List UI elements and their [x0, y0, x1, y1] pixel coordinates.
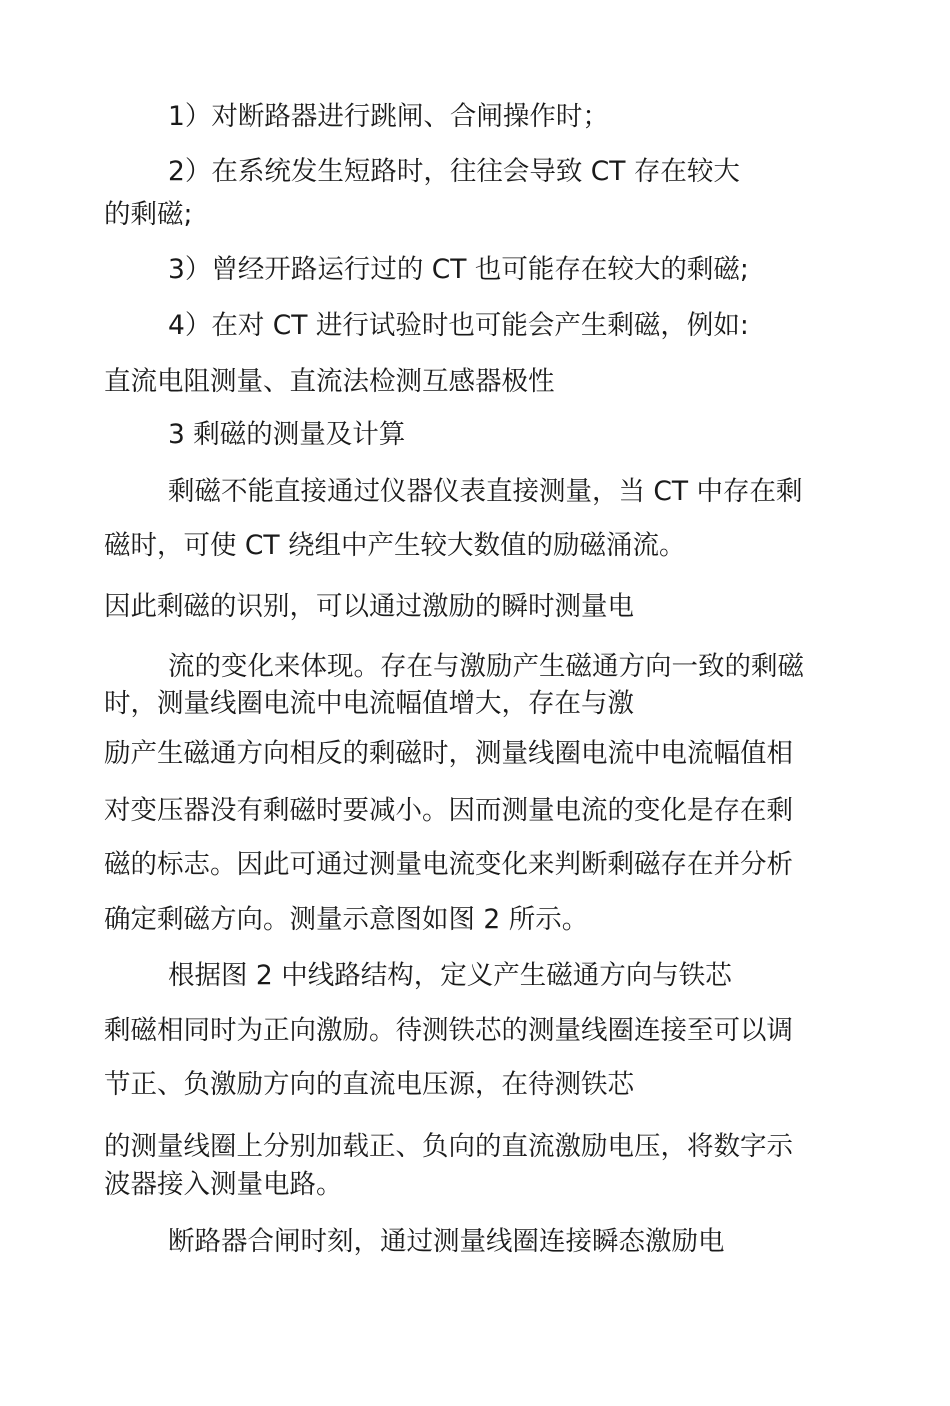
text-line-12: 时，测量线圈电流中电流幅值增大，存在与激 — [104, 688, 634, 719]
text-line-16: 确定剩磁方向。测量示意图如图 2 所示。 — [104, 904, 589, 935]
text-line-13: 励产生磁通方向相反的剩磁时，测量线圈电流中电流幅值相 — [104, 738, 793, 769]
text-line-1: 1）对断路器进行跳闸、合闸操作时； — [168, 101, 609, 132]
text-line-18: 剩磁相同时为正向激励。待测铁芯的测量线圈连接至可以调 — [104, 1015, 793, 1046]
text-line-6: 直流电阻测量、直流法检测互感器极性 — [104, 366, 555, 397]
text-line-9: 磁时，可使 CT 绕组中产生较大数值的励磁涌流。 — [104, 530, 686, 561]
text-line-15: 磁的标志。因此可通过测量电流变化来判断剩磁存在并分析 — [104, 849, 793, 880]
text-line-14: 对变压器没有剩磁时要减小。因而测量电流的变化是存在剩 — [104, 795, 793, 826]
text-line-22: 断路器合闸时刻，通过测量线圈连接瞬态激励电 — [168, 1226, 725, 1257]
text-line-20: 的测量线圈上分别加载正、负向的直流激励电压，将数字示 — [104, 1131, 793, 1162]
text-line-2: 2）在系统发生短路时，往往会导致 CT 存在较大 — [168, 156, 740, 187]
section-heading: 3 剩磁的测量及计算 — [168, 419, 406, 450]
text-line-4: 3）曾经开路运行过的 CT 也可能存在较大的剩磁; — [168, 254, 749, 285]
text-line-5: 4）在对 CT 进行试验时也可能会产生剩磁，例如: — [168, 310, 749, 341]
text-line-10: 因此剩磁的识别，可以通过激励的瞬时测量电 — [104, 591, 634, 622]
text-line-3: 的剩磁; — [104, 199, 193, 230]
text-line-11: 流的变化来体现。存在与激励产生磁通方向一致的剩磁 — [168, 651, 804, 682]
text-line-8: 剩磁不能直接通过仪器仪表直接测量，当 CT 中存在剩 — [168, 476, 803, 507]
text-line-19: 节正、负激励方向的直流电压源，在待测铁芯 — [104, 1069, 634, 1100]
text-line-17: 根据图 2 中线路结构，定义产生磁通方向与铁芯 — [168, 960, 732, 991]
text-line-21: 波器接入测量电路。 — [104, 1169, 343, 1200]
